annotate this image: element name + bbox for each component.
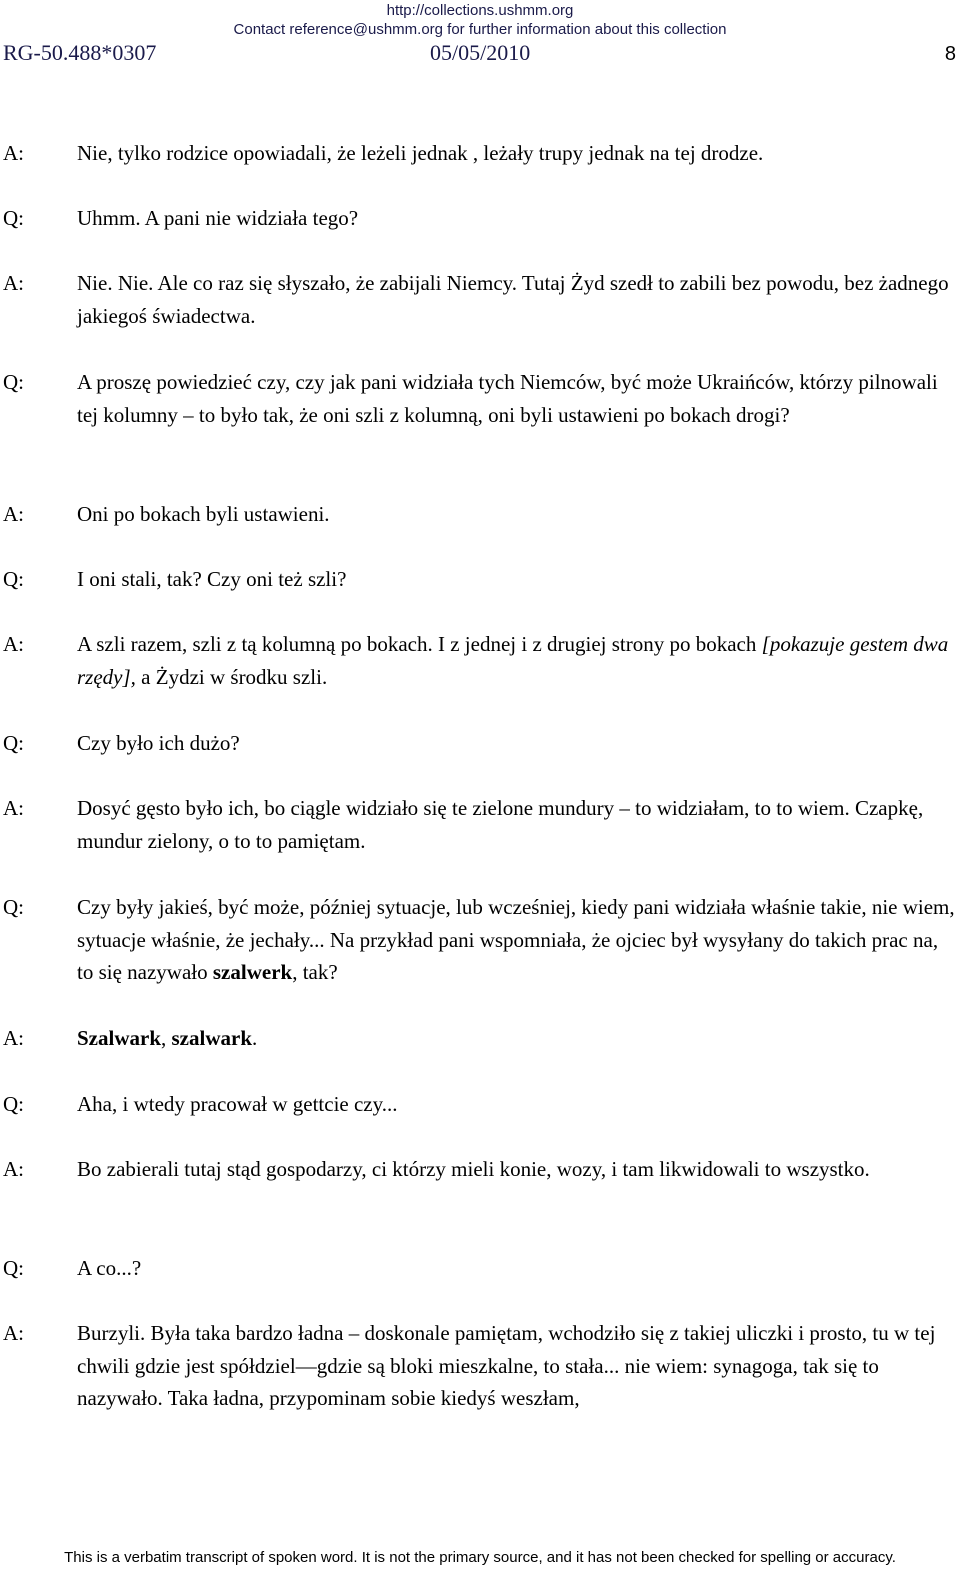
text-run: , tak? xyxy=(292,960,338,984)
text-run: Bo zabierali tutaj stąd gospodarzy, ci którzy mieli konie, wozy, i tam likwidowali to wszystko. xyxy=(77,1157,870,1181)
question-entry xyxy=(0,1088,960,1121)
stage-direction: [pokazuje gestem dwa rzędy], xyxy=(77,632,949,689)
question-entry xyxy=(0,727,960,760)
speaker-label: A: xyxy=(3,1026,24,1050)
entry-text xyxy=(77,267,957,332)
text-run: . xyxy=(252,1026,258,1050)
answer-entry xyxy=(0,628,960,693)
header-url: http://collections.ushmm.org xyxy=(386,2,574,19)
entry-text xyxy=(77,1153,957,1186)
speaker-label: A: xyxy=(3,141,24,165)
entry-text xyxy=(77,891,957,989)
speaker-label: A: xyxy=(3,632,24,656)
page-number: 8 xyxy=(944,43,956,65)
text-run: Czy było ich dużo? xyxy=(77,731,240,755)
answer-entry xyxy=(0,792,960,857)
entry-text xyxy=(77,727,957,760)
speaker-label: Q: xyxy=(3,895,24,919)
text-run: Burzyli. Była taka bardzo ładna – doskonale pamiętam, wchodziło się z takiej uliczki i prosto, tu w tej chwili gdzie jest spółdziel—gdzie są bloki mieszkalne, to stała... nie wiem: synagoga, tak się to nazywało. Taka ładna, przypominam sobie kiedyś weszłam, xyxy=(77,1321,936,1410)
bold-term: szalwerk xyxy=(212,960,293,984)
text-run: Aha, i wtedy pracował w gettcie czy... xyxy=(77,1092,398,1116)
entry-text xyxy=(77,1317,957,1415)
speaker-label: Q: xyxy=(3,731,24,755)
entry-text xyxy=(77,366,957,431)
document-reference: RG-50.488*0307 xyxy=(3,40,157,65)
answer-entry xyxy=(0,1022,960,1055)
speaker-label: A: xyxy=(3,502,24,526)
question-entry xyxy=(0,366,960,431)
text-run: Dosyć gęsto było ich, bo ciągle widziało się te zielone mundury – to widziałam, to to wiem. Czapkę, mundur zielony, o to to pamiętam. xyxy=(77,796,924,853)
text-run: A szli razem, szli z tą kolumną po bokach. I z jednej i z drugiej strony po bokach xyxy=(77,632,762,656)
speaker-label: Q: xyxy=(3,370,24,394)
speaker-label: Q: xyxy=(3,206,24,230)
bold-term: Szalwark xyxy=(77,1026,161,1050)
speaker-label: A: xyxy=(3,1321,24,1345)
entry-text xyxy=(77,498,957,531)
answer-entry xyxy=(0,267,960,332)
entry-text xyxy=(77,202,957,235)
speaker-label: Q: xyxy=(3,567,24,591)
entry-text xyxy=(77,137,957,170)
text-run: Uhmm. A pani nie widziała tego? xyxy=(77,206,359,230)
speaker-label: A: xyxy=(3,796,24,820)
question-entry xyxy=(0,891,960,989)
speaker-label: Q: xyxy=(3,1092,24,1116)
question-entry xyxy=(0,563,960,596)
text-run: Nie. Nie. Ale co raz się słyszało, że zabijali Niemcy. Tutaj Żyd szedł to zabili bez powodu, bez żadnego jakiegoś świadectwa. xyxy=(77,271,949,328)
document-date: 05/05/2010 xyxy=(430,40,531,65)
entry-text xyxy=(77,563,957,596)
speaker-label: A: xyxy=(3,271,24,295)
text-run: Czy były jakieś, być może, później sytuacje, lub wcześniej, kiedy pani widziała właśnie takie, nie wiem, sytuacje właśnie, że jechały... Na przykład pani wspomniała, że ojciec był wysyłany do takich prac na, to się nazywało xyxy=(77,895,955,984)
footer-disclaimer: This is a verbatim transcript of spoken word. It is not the primary source, and it has not been checked for spelling or accuracy. xyxy=(64,1549,896,1566)
question-entry xyxy=(0,1252,960,1285)
text-run: , xyxy=(161,1026,172,1050)
bold-term: szalwark xyxy=(171,1026,252,1050)
text-run: Nie, tylko rodzice opowiadali, że leżeli jednak , leżały trupy jednak na tej drodze. xyxy=(77,141,764,165)
text-run: I oni stali, tak? Czy oni też szli? xyxy=(77,567,347,591)
question-entry xyxy=(0,202,960,235)
answer-entry xyxy=(0,1153,960,1186)
entry-text xyxy=(77,1252,957,1285)
answer-entry xyxy=(0,1317,960,1415)
entry-text xyxy=(77,1088,957,1121)
text-run: Oni po bokach byli ustawieni. xyxy=(77,502,330,526)
text-run: A proszę powiedzieć czy, czy jak pani widziała tych Niemców, być może Ukraińców, którzy pilnowali tej kolumny – to było tak, że oni szli z kolumną, oni byli ustawieni po bokach drogi? xyxy=(77,370,938,427)
text-run: a Żydzi w środku szli. xyxy=(135,664,328,689)
answer-entry xyxy=(0,498,960,531)
entry-text xyxy=(77,792,957,857)
answer-entry xyxy=(0,137,960,170)
entry-text xyxy=(77,628,957,693)
entry-text xyxy=(77,1022,957,1055)
text-run: A co...? xyxy=(77,1256,142,1280)
header-contact: Contact reference@ushmm.org for further information about this collection xyxy=(233,21,727,38)
speaker-label: Q: xyxy=(3,1256,24,1280)
speaker-label: A: xyxy=(3,1157,24,1181)
